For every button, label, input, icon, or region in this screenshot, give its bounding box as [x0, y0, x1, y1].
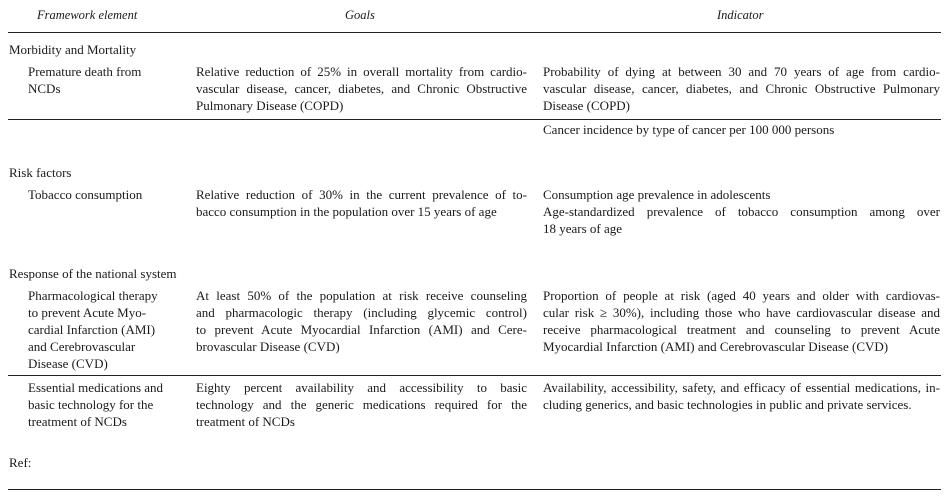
section-title-morbidity-mortality: Morbidity and Mortality — [9, 42, 137, 57]
row-tobacco-indicator — [543, 186, 940, 237]
element-line: Essential medications and — [28, 380, 164, 395]
element-line: Tobacco consumption — [28, 187, 143, 202]
row-pharmacological-goal — [196, 287, 527, 355]
indicator-line: Disease (COPD) — [543, 98, 631, 113]
element-line: Disease (CVD) — [28, 356, 108, 371]
goal-line: brovascular Disease (CVD) — [196, 339, 340, 354]
header-goals: Goals — [345, 8, 375, 22]
element-line: basic technology for the — [28, 397, 154, 412]
row-pharmacological-element — [28, 287, 188, 372]
footer-rule — [8, 489, 941, 490]
row-premature-death-element — [28, 63, 188, 97]
row-cancer-incidence-indicator — [543, 121, 940, 138]
indicator-line: Cancer incidence by type of cancer per 100 000 persons — [543, 122, 835, 137]
element-line: Pharmacological therapy — [28, 288, 158, 303]
goal-line: Eighty percent availability and accessibility to basic — [196, 380, 527, 395]
indicator-line: vascular disease, cancer, diabetes, and Chronic Obstructive Pulmonary — [543, 81, 940, 96]
indicator-line: 18 years of age — [543, 221, 623, 236]
row-tobacco-goal — [196, 186, 527, 220]
section-title-national-response: Response of the national system — [9, 266, 177, 281]
goal-line: Relative reduction of 30% in the current prevalence of to- — [196, 187, 527, 202]
indicator-line: receive pharmacological treatment and counseling to prevent Acute — [543, 322, 940, 337]
row-rule — [8, 375, 941, 376]
goal-line: bacco consumption in the population over 15 years of age — [196, 204, 497, 219]
indicator-line: Probability of dying at between 30 and 70 years of age from cardio- — [543, 64, 940, 79]
goal-line: vascular disease, cancer, diabetes, and Chronic Obstructive — [196, 81, 527, 96]
goal-line: technology and the generic medications required for the — [196, 397, 527, 412]
element-line: cardial Infarction (AMI) — [28, 322, 156, 337]
element-line: to prevent Acute Myo- — [28, 305, 147, 320]
row-premature-death-indicator — [543, 63, 940, 114]
goal-line: Relative reduction of 25% in overall mortality from cardio- — [196, 64, 527, 79]
indicator-line: Age-standardized prevalence of tobacco consumption among over — [543, 204, 940, 219]
row-essential-meds-goal — [196, 379, 527, 430]
header-framework-element: Framework element — [37, 8, 138, 22]
ref-label: Ref: — [9, 455, 32, 470]
row-essential-meds-element — [28, 379, 188, 430]
indicator-line: Availability, accessibility, safety, and efficacy of essential medications, in- — [543, 380, 940, 395]
row-tobacco-element — [28, 186, 188, 203]
goal-line: Pulmonary Disease (COPD) — [196, 98, 344, 113]
header-indicator: Indicator — [717, 8, 764, 22]
section-title-risk-factors: Risk factors — [9, 165, 72, 180]
header-rule — [8, 32, 941, 33]
indicator-line: Consumption age prevalence in adolescents — [543, 187, 771, 202]
element-line: NCDs — [28, 81, 61, 96]
element-line: and Cerebrovascular — [28, 339, 136, 354]
row-pharmacological-indicator — [543, 287, 940, 355]
element-line: Premature death from — [28, 64, 142, 79]
indicator-line: Myocardial Infarction (AMI) and Cerebrovascular Disease (CVD) — [543, 339, 889, 354]
goal-line: to prevent Acute Myocardial Infarction (AMI) and Cere- — [196, 322, 527, 337]
indicator-line: cluding generics, and basic technologies in public and private services. — [543, 397, 912, 412]
row-premature-death-goal — [196, 63, 527, 114]
goal-line: and pharmacologic therapy (including glycemic control) — [196, 305, 527, 320]
row-essential-meds-indicator — [543, 379, 940, 413]
indicator-line: cular risk ≥ 30%), including those who have cardiovascular disease and — [543, 305, 940, 320]
indicator-line: Proportion of people at risk (aged 40 years and older with cardiovas- — [543, 288, 940, 303]
element-line: treatment of NCDs — [28, 414, 127, 429]
goal-line: At least 50% of the population at risk receive counseling — [196, 288, 527, 303]
goal-line: treatment of NCDs — [196, 414, 295, 429]
row-rule — [8, 119, 941, 120]
